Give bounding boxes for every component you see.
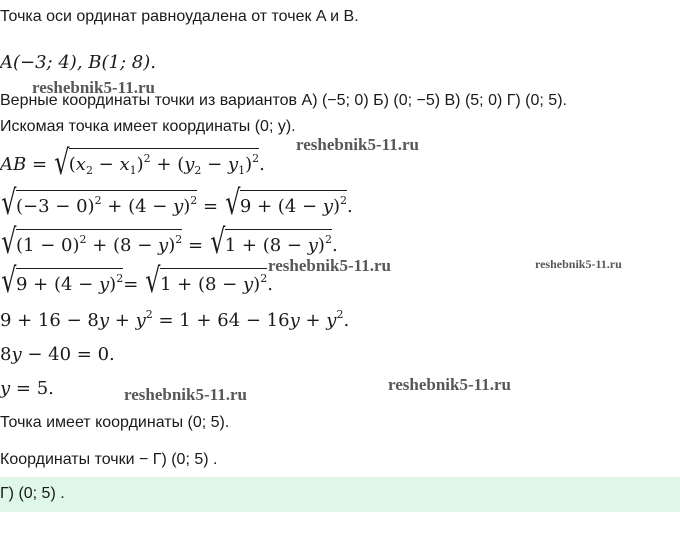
answer-text: Г) (0; 5) . xyxy=(0,485,65,502)
watermark: reshebnik5-11.ru xyxy=(535,257,622,271)
seek-line xyxy=(0,118,296,136)
choice-text: Координаты точки − Г) (0; 5) . xyxy=(0,451,218,468)
answer-box xyxy=(0,477,680,512)
watermark: reshebnik5-11.ru xyxy=(268,256,391,275)
points-text: A(−3; 4), B(1; 8). xyxy=(0,52,156,73)
options-text: А) (−5; 0) Б) (0; −5) В) (5; 0) Г) (0; 5). xyxy=(301,92,567,109)
watermark: reshebnik5-11.ru xyxy=(296,135,419,154)
watermark: reshebnik5-11.ru xyxy=(32,78,155,97)
choice-line xyxy=(0,451,217,469)
result-line xyxy=(0,414,229,432)
equation-solution: y = 5. xyxy=(0,378,54,399)
options-label: Верные координаты точки из вариантов xyxy=(0,92,298,109)
statement-text: Точка оси ординат равноудалена от точек A и B. xyxy=(0,8,359,25)
equation-distance-b: √ $(1 - 0)^2 + (8 - y)^2$ = √ $1 + (8 - y)^2$. xyxy=(0,229,338,256)
equation-linear: 8y − 40 = 0. xyxy=(0,344,115,365)
seek-text: Искомая точка имеет координаты (0; y). xyxy=(0,118,296,135)
problem-points xyxy=(0,52,156,73)
equation-equal-distances: √ $9 + (4 - y)^2=$ √ $1 + (8 - y)^2$. xyxy=(0,268,273,295)
watermark: reshebnik5-11.ru xyxy=(388,375,511,394)
equation-expanded: $9 + 16 - 8y + y^2 = 1 + 64 - 16y + y^2$. xyxy=(0,308,350,331)
equation-distance-a: √ $(-3 - 0)^2 + (4 - y)^2$ = √ $9 + (4 - y)^2$. xyxy=(0,190,353,217)
result-text: Точка имеет координаты (0; 5). xyxy=(0,414,230,431)
watermark: reshebnik5-11.ru xyxy=(124,385,247,404)
equation-distance-formula: AB = √ $(x_2 - x_1)^2 + (y_2 - y_1)^2$. xyxy=(0,148,265,177)
problem-statement xyxy=(0,8,359,26)
